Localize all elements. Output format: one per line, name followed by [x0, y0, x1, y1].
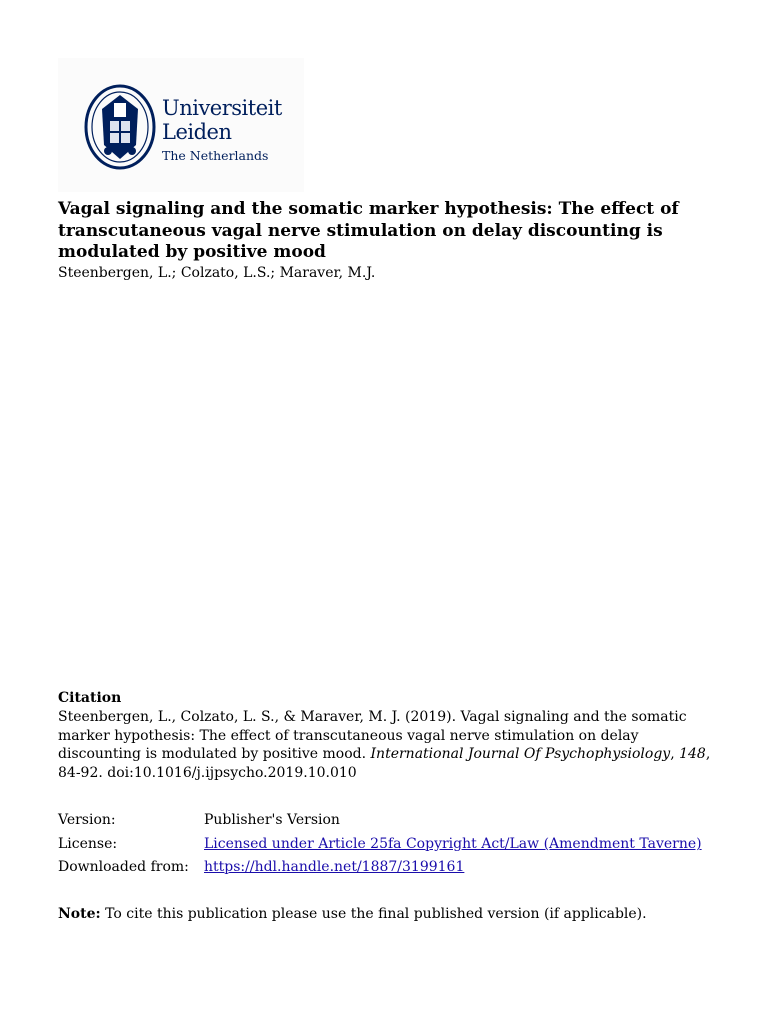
paper-authors: Steenbergen, L.; Colzato, L.S.; Maraver, M.J.: [58, 265, 376, 281]
citation-volume: 148: [679, 746, 706, 763]
paper-title: Vagal signaling and the somatic marker hypothesis: The effect of transcutaneous vagal nerve stimulation on delay discounting is modulated by positive mood: [58, 199, 679, 263]
citation-text: [58, 708, 713, 783]
license-link[interactable]: Licensed under Article 25fa Copyright Act/Law (Amendment Taverne): [204, 836, 702, 852]
downloaded-label: Downloaded from:: [58, 859, 189, 875]
logo-line-leiden: Leiden: [162, 120, 232, 144]
university-seal-icon: [84, 83, 156, 171]
version-value: Publisher's Version: [204, 812, 340, 828]
citation-heading: Citation: [58, 690, 122, 706]
citation-journal: International Journal Of Psychophysiology: [370, 746, 671, 763]
citation-pages-doi: , 84-92. doi:10.1016/j.ijpsycho.2019.10.010: [58, 746, 711, 782]
citation-text-main: Steenbergen, L., Colzato, L. S., & Maraver, M. J. (2019). Vagal signaling and the somatic marker hypothesis: The effect of transcutaneous vagal nerve stimulation on delay discounting is modulated by positive mood.: [58, 709, 687, 763]
logo-line-universiteit: Universiteit: [162, 96, 282, 120]
version-label: Version:: [58, 812, 116, 828]
handle-link[interactable]: https://hdl.handle.net/1887/3199161: [204, 859, 465, 875]
note: [58, 906, 647, 922]
citation-separator: ,: [670, 746, 680, 763]
university-logo: [58, 58, 304, 192]
logo-line-netherlands: The Netherlands: [162, 148, 269, 163]
note-label: Note:: [58, 906, 101, 922]
note-text: To cite this publication please use the final published version (if applicable).: [100, 906, 647, 922]
license-label: License:: [58, 836, 118, 852]
